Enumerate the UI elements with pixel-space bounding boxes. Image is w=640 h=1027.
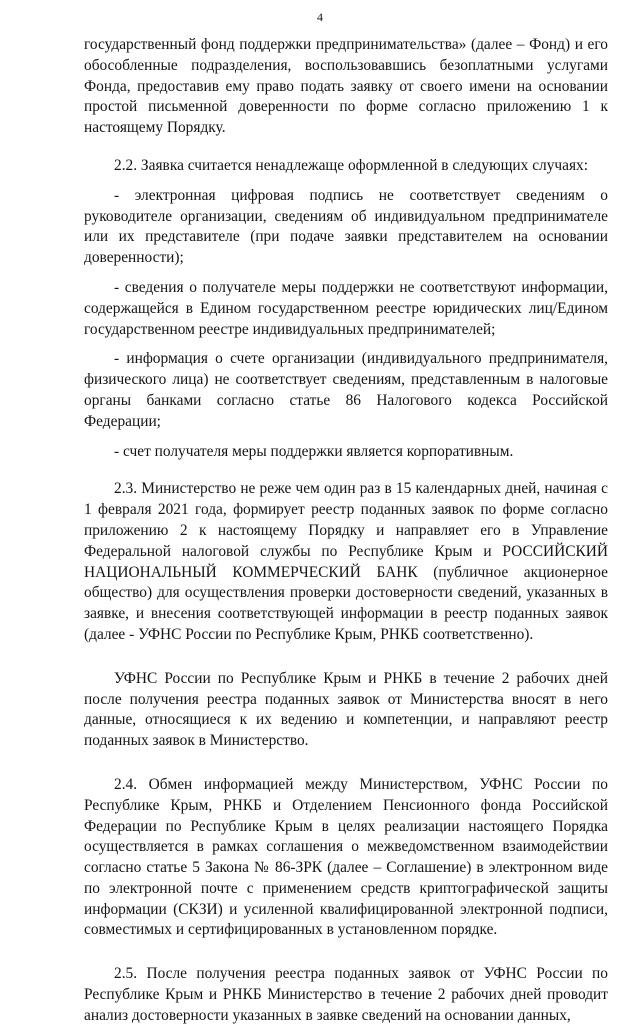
list-item-signature: - электронная цифровая подпись не соответствует сведениям о руководителе организации, сведениям об индивидуальном предпринимателе или их представителе (при подаче заявки представителем на основании доверенности); [84,186,608,267]
paragraph-2-2-heading: 2.2. Заявка считается ненадлежаще оформленной в следующих случаях: [114,156,589,174]
paragraph-2-4: 2.4. Обмен информацией между Министерством, УФНС России по Республике Крым, РНКБ и Отделением Пенсионного фонда Российской Федерации по Республике Крым в целях реализации настоящего Порядка осуществляется в рамках соглашения о межведомственном взаимодействии согласно статье 5 Закона № 86-ЗРК (далее – Соглашение) в электронном виде по электронной почте с применением средств криптографической защиты информации (СКЗИ) и усиленной квалифицированной электронной подписи, совместимых и сертифицированных в установленном порядке. [84,775,608,939]
paragraph-2-5: 2.5. После получения реестра поданных заявок от УФНС России по Республике Крым и РНКБ Министерство в течение 2 рабочих дней проводит анализ достоверности указанных в заявке сведений на основании данных, [84,965,608,1024]
list-item-corporate-account: - счет получателя меры поддержки является корпоративным. [114,442,514,460]
paragraph-ufns-rnkb: УФНС России по Республике Крым и РНКБ в течение 2 рабочих дней после получения реестра поданных заявок от Министерства вносят в него данные, относящиеся к их ведению и компетенции, и направляют реестр поданных заявок в Министерство. [84,669,608,750]
paragraph-fund-continuation: государственный фонд поддержки предпринимательства» (далее – Фонд) и его обособленные подразделения, воспользовавшись безоплатными услугами Фонда, предоставив ему право подать заявку от своего имени на основании простой письменной доверенности по форме согласно приложению 1 к настоящему Порядку. [84,36,608,137]
page-number: 4 [317,10,323,24]
list-item-account-info: - информация о счете организации (индивидуального предпринимателя, физического лица) не соответствует сведениям, представленным в налоговые органы банками согласно статье 86 Налогового кодекса Российской Федерации; [84,350,608,430]
document-body [84,35,608,1027]
paragraph-2-3: 2.3. Министерство не реже чем один раз в 15 календарных дней, начиная с 1 февраля 2021 года, формирует реестр поданных заявок по форме согласно приложению 2 к настоящему Порядку и направляет его в Управление Федеральной налоговой службы по Республике Крым и РОССИЙСКИЙ НАЦИОНАЛЬНЫЙ КОММЕРЧЕСКИЙ БАНК (публичное акционерное общество) для осуществления проверки достоверности сведений, указанных в заявке, и внесения соответствующей информации в реестр поданных заявок (далее - УФНС России по Республике Крым, РНКБ соответственно). [84,480,608,643]
list-item-registry: - сведения о получателе меры поддержки не соответствуют информации, содержащейся в Едином государственном реестре юридических лиц/Едином государственном реестре индивидуальных предпринимателей; [84,278,608,338]
